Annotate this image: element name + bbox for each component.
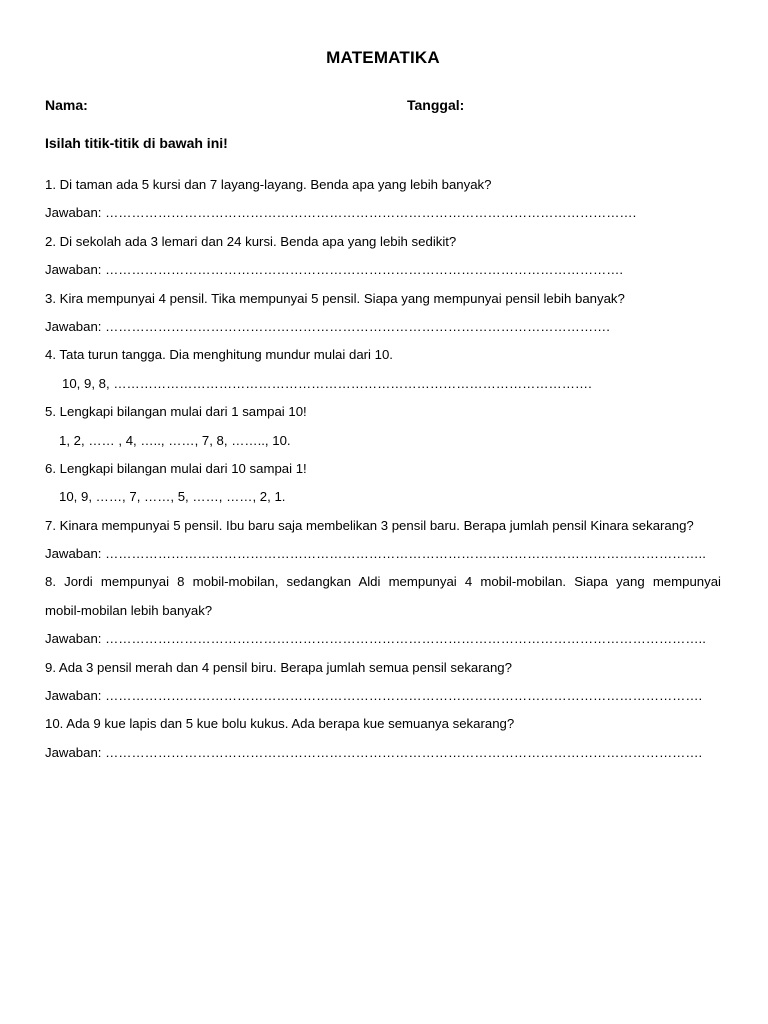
answer-10: Jawaban: ……………………………………………………………………………………………………………………….	[45, 744, 703, 760]
instruction-text: Isilah titik-titik di bawah ini!	[45, 135, 228, 151]
answer-1: Jawaban: ………………………………………………………………………………………………………….	[45, 205, 637, 221]
answer-9: Jawaban: ……………………………………………………………………………………………………………………….	[45, 688, 703, 704]
answer-3: Jawaban: …………………………………………………………………………………………………….	[45, 318, 610, 334]
date-label: Tanggal:	[407, 97, 465, 113]
question-list	[45, 171, 721, 767]
question-8-line-2: mobil-mobilan lebih banyak?	[45, 602, 213, 618]
answer-2: Jawaban: ……………………………………………………………………………………………………….	[45, 262, 624, 278]
name-label: Nama:	[45, 97, 88, 113]
question-10: 10. Ada 9 kue lapis dan 5 kue bolu kukus. Ada berapa kue semuanya sekarang?	[45, 716, 515, 732]
question-9: 9. Ada 3 pensil merah dan 4 pensil biru. Berapa jumlah semua pensil sekarang?	[45, 659, 512, 675]
student-info-row	[45, 97, 721, 117]
question-2: 2. Di sekolah ada 3 lemari dan 24 kursi. Benda apa yang lebih sedikit?	[45, 233, 457, 249]
answer-4: 10, 9, 8, ……………………………………………………………………………………………….	[62, 375, 592, 391]
question-8-line-1: 8. Jordi mempunyai 8 mobil-mobilan, sedangkan Aldi mempunyai 4 mobil-mobilan. Siapa yang mempunyai	[45, 574, 721, 590]
question-6: 6. Lengkapi bilangan mulai dari 10 sampai 1!	[45, 460, 307, 476]
question-7: 7. Kinara mempunyai 5 pensil. Ibu baru saja membelikan 3 pensil baru. Berapa jumlah pensil Kinara sekarang?	[45, 517, 694, 533]
answer-8: Jawaban: ………………………………………………………………………………………………………………………..	[45, 631, 706, 647]
page-title: MATEMATIKA	[326, 48, 440, 67]
question-1: 1. Di taman ada 5 kursi dan 7 layang-layang. Benda apa yang lebih banyak?	[45, 177, 492, 192]
question-3: 3. Kira mempunyai 4 pensil. Tika mempunyai 5 pensil. Siapa yang mempunyai pensil lebih banyak?	[45, 290, 625, 306]
answer-7: Jawaban: ………………………………………………………………………………………………………………………..	[45, 546, 706, 562]
answer-5: 1, 2, …… , 4, ….., ……, 7, 8, …….., 10.	[59, 432, 291, 448]
question-4: 4. Tata turun tangga. Dia menghitung mundur mulai dari 10.	[45, 347, 393, 363]
question-5: 5. Lengkapi bilangan mulai dari 1 sampai 10!	[45, 404, 307, 420]
answer-6: 10, 9, ……, 7, ……, 5, ……, ……, 2, 1.	[59, 489, 286, 505]
